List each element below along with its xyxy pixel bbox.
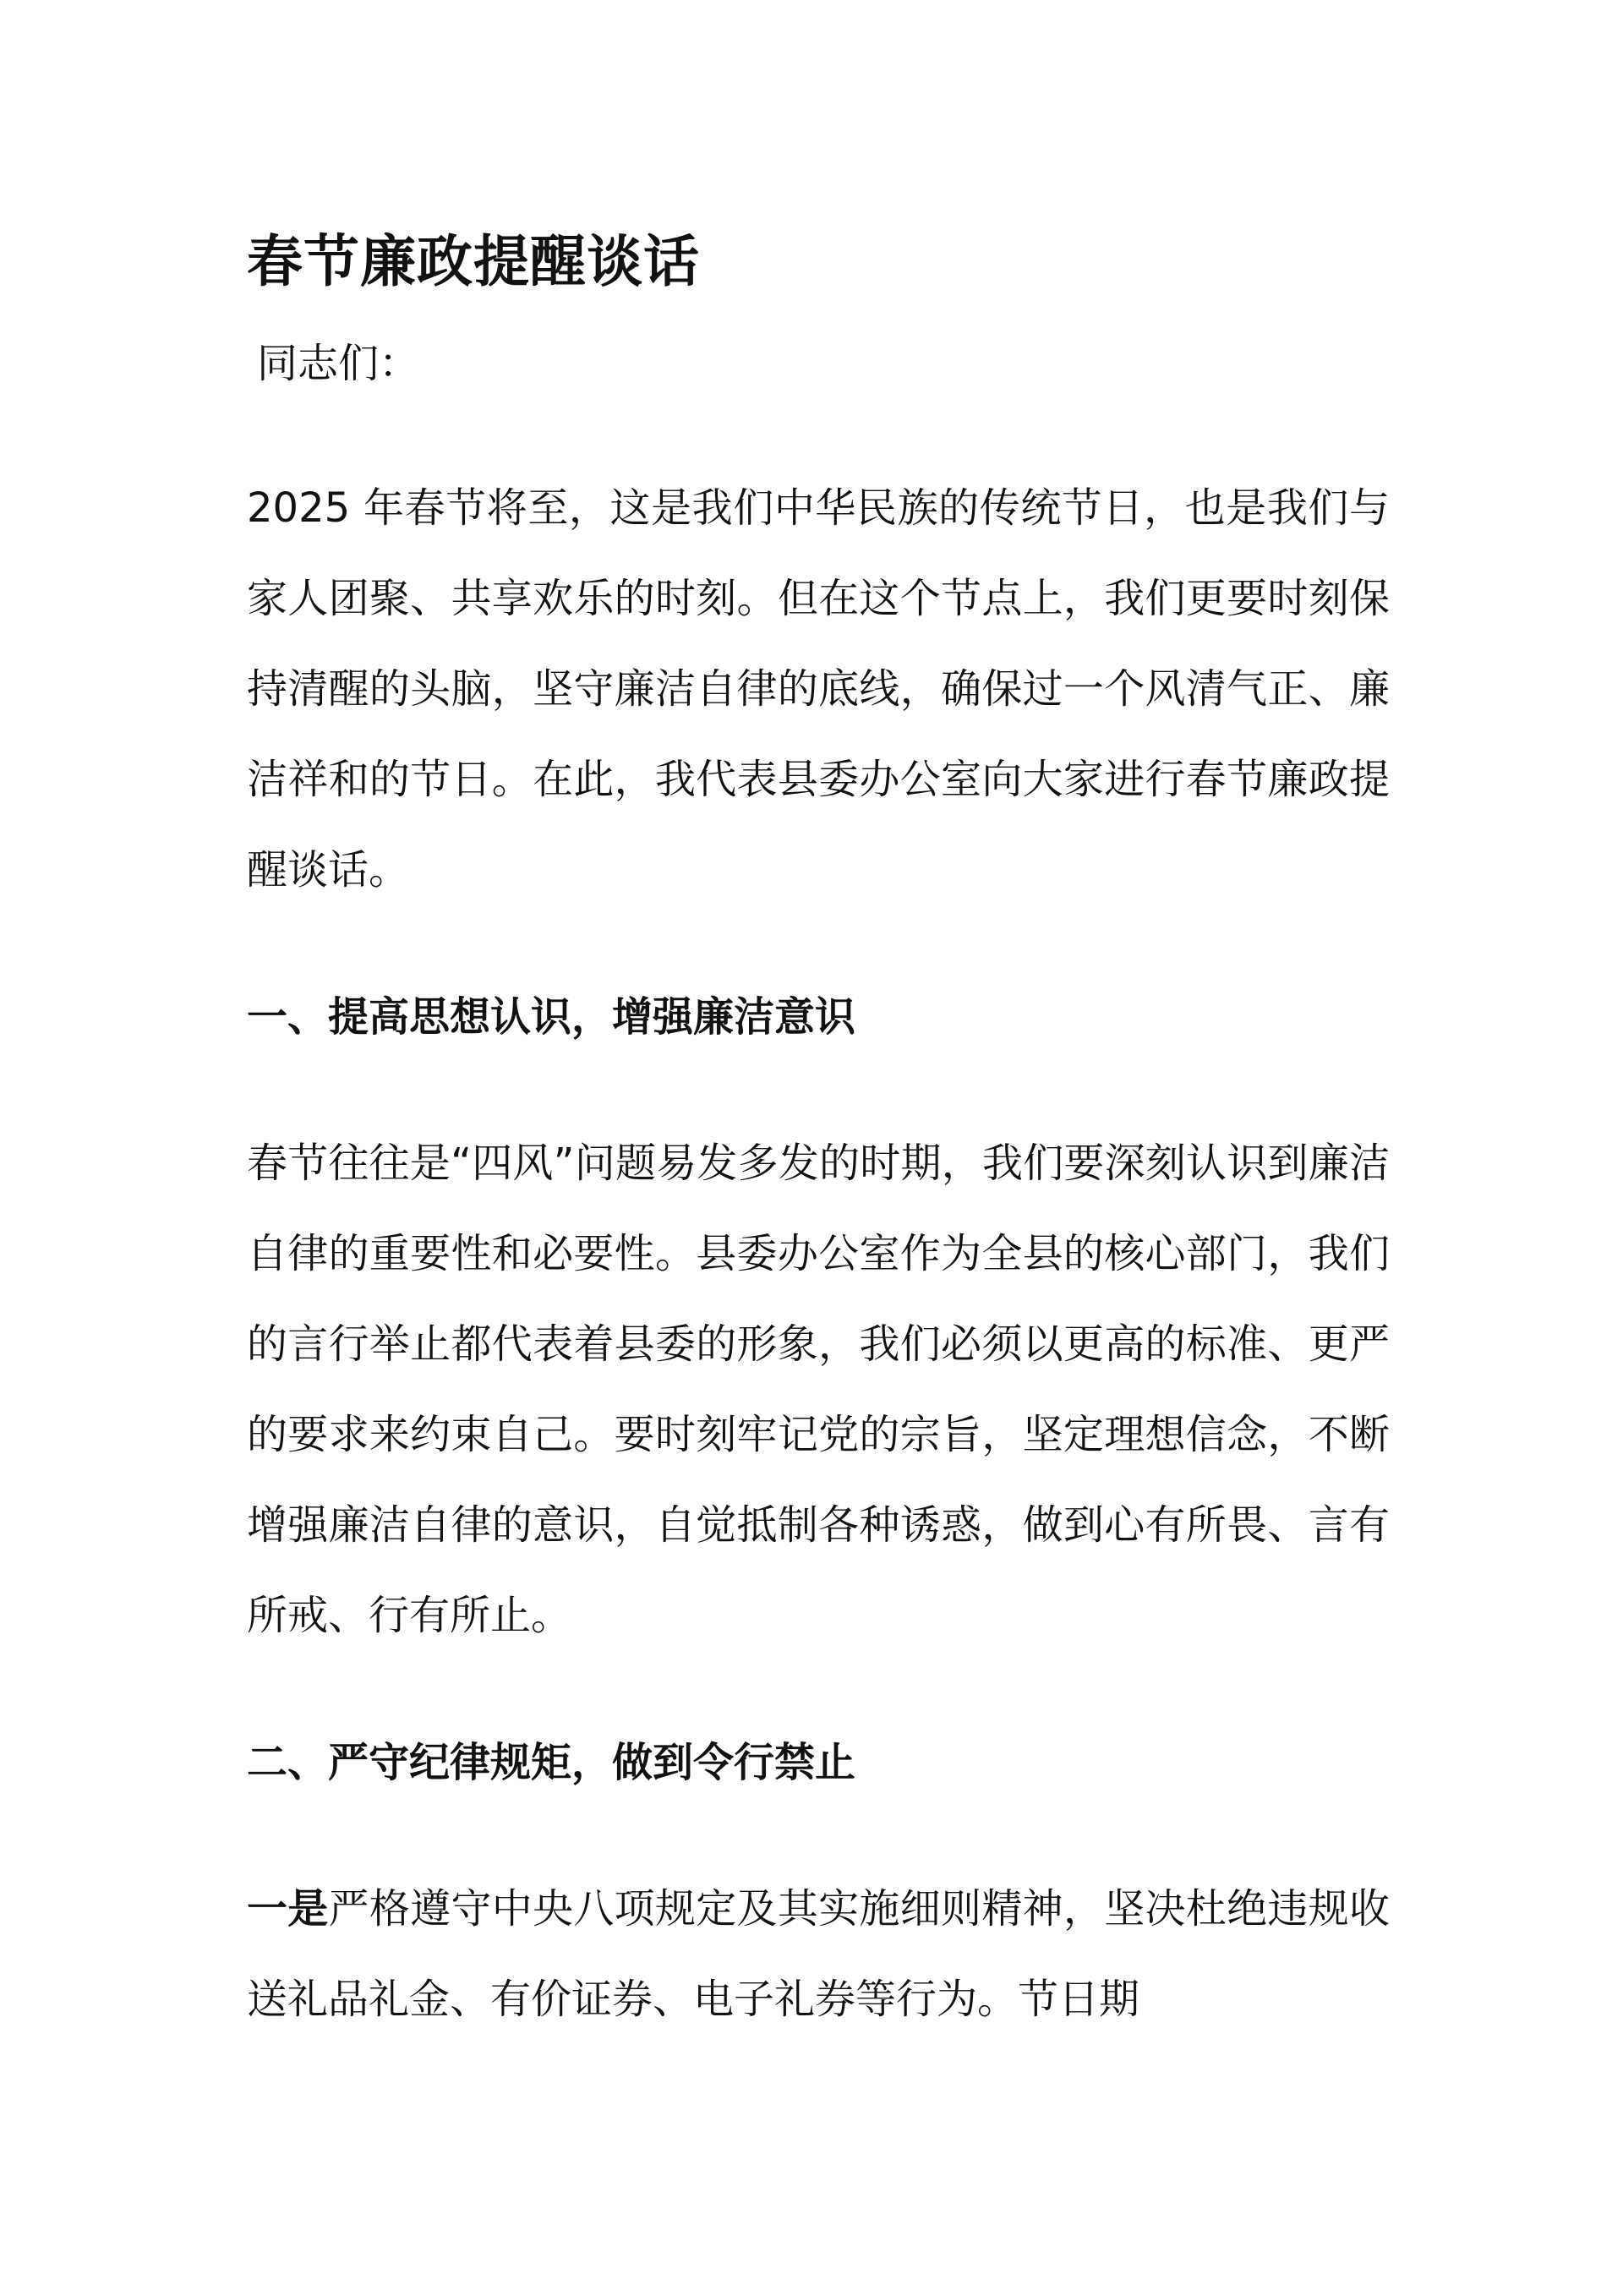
section-2-body: 严格遵守中央八项规定及其实施细则精神，坚决杜绝违规收送礼品礼金、有价证券、电子礼券等行为。节日期 [247, 1885, 1390, 2023]
section-1-heading: 一、提高思想认识，增强廉洁意识 [247, 993, 856, 1041]
document-title: 春节廉政提醒谈话 [247, 229, 700, 294]
section-2-lead: 一是 [247, 1885, 329, 1932]
salutation: 同志们： [257, 340, 420, 387]
section-2-heading: 二、严守纪律规矩，做到令行禁止 [247, 1739, 856, 1786]
section-2-paragraph [247, 1864, 1390, 2045]
intro-paragraph: 2025 年春节将至，这是我们中华民族的传统节日，也是我们与家人团聚、共享欢乐的时刻。但在这个节点上，我们更要时刻保持清醒的头脑，坚守廉洁自律的底线，确保过一个风清气正、廉洁祥和的节日。在此，我代表县委办公室向大家进行春节廉政提醒谈话。 [247, 484, 1390, 894]
section-1-paragraph: 春节往往是“四风”问题易发多发的时期，我们要深刻认识到廉洁自律的重要性和必要性。县委办公室作为全县的核心部门，我们的言行举止都代表着县委的形象，我们必须以更高的标准、更严的要求来约束自己。要时刻牢记党的宗旨，坚定理想信念，不断增强廉洁自律的意识，自觉抵制各种诱惑，做到心有所畏、言有所戒、行有所止。 [247, 1140, 1390, 1639]
document-content [247, 211, 1390, 2045]
